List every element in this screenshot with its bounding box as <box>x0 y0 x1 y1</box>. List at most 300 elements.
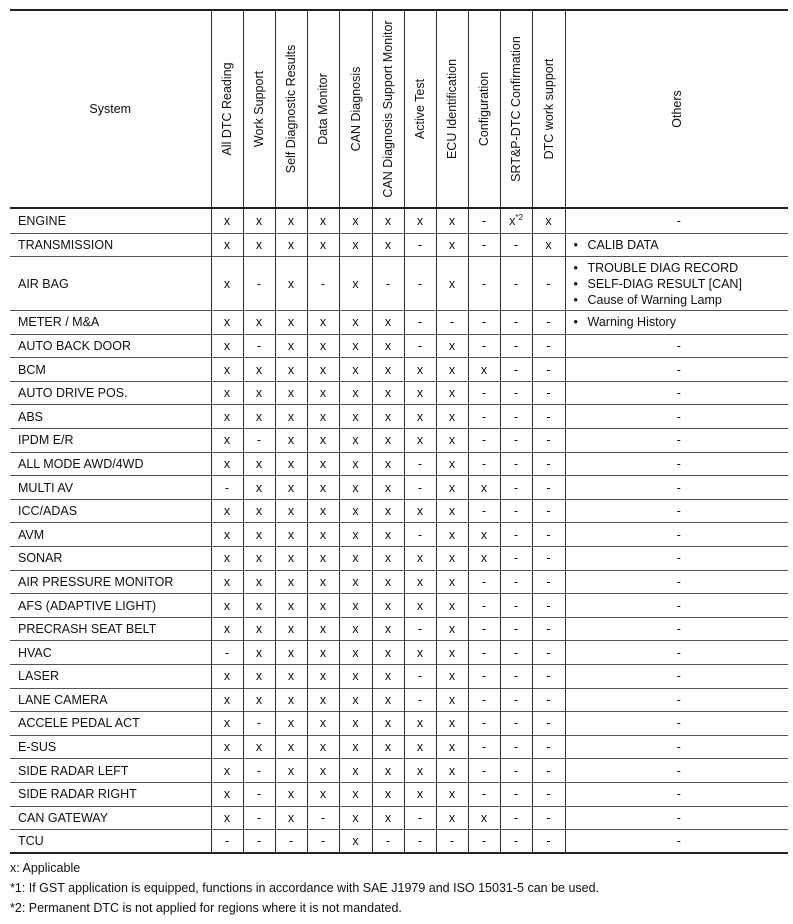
cell-value: x <box>255 551 263 566</box>
cell-value: - <box>513 433 519 448</box>
function-cell <box>211 712 243 736</box>
function-cell <box>532 257 565 311</box>
others-cell <box>565 523 788 547</box>
function-cell <box>275 830 307 854</box>
function-cell <box>211 617 243 641</box>
cell-value: - <box>481 834 487 849</box>
cell-value: x <box>255 237 263 252</box>
function-cell <box>307 523 339 547</box>
function-cell <box>404 476 436 500</box>
function-cell <box>500 311 532 335</box>
cell-value: - <box>449 315 455 330</box>
cell-value: x <box>448 456 456 471</box>
cell-value: x <box>416 551 424 566</box>
cell-value: x <box>448 598 456 613</box>
function-cell <box>211 381 243 405</box>
cell-value: x <box>352 763 359 778</box>
function-cell <box>372 429 404 453</box>
cell-value: x <box>255 645 263 660</box>
table-row <box>10 358 788 382</box>
cell-value: - <box>546 338 551 353</box>
function-cell <box>307 594 339 618</box>
function-cell <box>307 570 339 594</box>
cell-value: x <box>352 810 359 825</box>
cell-value: x <box>255 456 263 471</box>
cell-value: x <box>352 504 359 519</box>
function-cell <box>404 594 436 618</box>
function-cell <box>404 688 436 712</box>
cell-value: x <box>223 386 231 401</box>
table-row <box>10 735 788 759</box>
function-cell <box>500 806 532 830</box>
cell-value: - <box>481 574 487 589</box>
cell-value: x <box>319 645 327 660</box>
cell-value: - <box>417 810 423 825</box>
function-cell <box>243 208 275 233</box>
cell-value: x <box>287 740 295 755</box>
function-cell <box>275 452 307 476</box>
system-name: SIDE RADAR RIGHT <box>10 782 211 806</box>
cell-value: x <box>384 787 392 802</box>
function-cell <box>243 358 275 382</box>
function-cell <box>339 499 372 523</box>
cell-value: x <box>255 598 263 613</box>
function-cell <box>275 334 307 358</box>
function-cell <box>275 759 307 783</box>
table-row <box>10 594 788 618</box>
system-name: AUTO DRIVE POS. <box>10 381 211 405</box>
function-cell <box>436 358 468 382</box>
function-cell <box>307 405 339 429</box>
cell-value: x <box>448 716 456 731</box>
function-cell <box>500 665 532 689</box>
cell-value: x <box>287 692 295 707</box>
cell-value: x <box>319 456 327 471</box>
cell-value: x <box>448 386 456 401</box>
cell-value: x <box>319 409 327 424</box>
cell-value: x <box>223 504 231 519</box>
column-header-label: Work Support <box>251 70 266 148</box>
function-cell <box>211 334 243 358</box>
function-cell <box>339 782 372 806</box>
diagnosis-function-table <box>10 9 788 854</box>
function-cell <box>404 665 436 689</box>
cell-value: x <box>448 480 456 495</box>
cell-value: x <box>416 409 424 424</box>
function-cell <box>436 617 468 641</box>
function-cell <box>468 452 500 476</box>
function-cell <box>436 641 468 665</box>
function-cell <box>243 594 275 618</box>
cell-value: - <box>546 692 551 707</box>
cell-value: x <box>448 362 456 377</box>
others-cell <box>565 476 788 500</box>
function-cell <box>468 806 500 830</box>
cell-value: x <box>545 237 552 252</box>
function-cell <box>243 405 275 429</box>
cell-value: - <box>546 386 551 401</box>
cell-value: x <box>448 433 456 448</box>
cell-value: x <box>384 716 392 731</box>
cell-value: x <box>223 622 231 637</box>
function-cell <box>532 233 565 257</box>
others-cell <box>565 617 788 641</box>
others-value: - <box>676 213 681 228</box>
function-cell <box>500 476 532 500</box>
function-cell <box>532 499 565 523</box>
function-cell <box>468 665 500 689</box>
function-cell <box>468 735 500 759</box>
cell-value: x <box>287 551 295 566</box>
cell-value: x <box>352 213 359 228</box>
function-cell <box>339 381 372 405</box>
cell-value: x <box>319 692 327 707</box>
function-cell <box>243 311 275 335</box>
cell-value: x <box>416 433 424 448</box>
system-name: ABS <box>10 405 211 429</box>
function-cell <box>468 547 500 571</box>
function-cell <box>243 641 275 665</box>
cell-value: x <box>287 622 295 637</box>
cell-value: - <box>417 669 423 684</box>
cell-value: x <box>384 213 392 228</box>
function-cell <box>372 594 404 618</box>
function-cell <box>339 358 372 382</box>
cell-value: x <box>384 692 392 707</box>
column-header-label: SRT&P-DTC Confirmation <box>508 36 523 182</box>
function-cell <box>275 358 307 382</box>
cell-value: - <box>513 598 519 613</box>
function-cell <box>404 806 436 830</box>
function-cell <box>211 665 243 689</box>
cell-value: - <box>513 409 519 424</box>
column-header <box>404 10 436 208</box>
function-cell <box>404 452 436 476</box>
function-cell <box>372 452 404 476</box>
function-cell <box>372 735 404 759</box>
header-row <box>10 10 788 208</box>
cell-value: - <box>417 692 423 707</box>
cell-value: x <box>416 763 424 778</box>
function-cell <box>243 759 275 783</box>
function-cell <box>243 429 275 453</box>
function-cell <box>275 665 307 689</box>
table-row <box>10 499 788 523</box>
system-name: MULTI AV <box>10 476 211 500</box>
cell-value: x <box>255 740 263 755</box>
others-cell <box>565 257 788 311</box>
cell-value: - <box>481 787 487 802</box>
cell-value: - <box>513 645 519 660</box>
cell-value: - <box>546 598 551 613</box>
cell-value: - <box>513 763 519 778</box>
function-cell <box>372 665 404 689</box>
function-cell <box>436 712 468 736</box>
system-name: AVM <box>10 523 211 547</box>
function-cell <box>436 688 468 712</box>
others-header-label: Others <box>669 90 684 128</box>
function-cell <box>307 806 339 830</box>
table-row <box>10 712 788 736</box>
table-row <box>10 617 788 641</box>
cell-value: - <box>385 276 391 291</box>
function-cell <box>404 523 436 547</box>
function-cell <box>532 311 565 335</box>
function-cell <box>243 782 275 806</box>
function-cell <box>275 782 307 806</box>
cell-value: x <box>416 645 424 660</box>
column-header-label: Configuration <box>476 71 491 147</box>
function-cell <box>468 358 500 382</box>
function-cell <box>211 570 243 594</box>
cell-value: x <box>384 551 392 566</box>
function-cell <box>211 547 243 571</box>
cell-value: - <box>513 504 519 519</box>
cell-value: x <box>255 527 263 542</box>
cell-value: - <box>417 237 423 252</box>
cell-value: x <box>223 338 231 353</box>
function-cell <box>243 547 275 571</box>
function-cell <box>468 476 500 500</box>
table-row <box>10 311 788 335</box>
cell-value: x <box>223 574 231 589</box>
cell-value: - <box>288 834 294 849</box>
cell-value: - <box>513 527 519 542</box>
cell-value: x <box>352 787 359 802</box>
cell-value: x <box>352 386 359 401</box>
function-cell <box>372 641 404 665</box>
cell-value: - <box>513 315 519 330</box>
function-cell <box>532 830 565 854</box>
cell-value: x <box>352 527 359 542</box>
function-cell <box>404 381 436 405</box>
function-cell <box>372 381 404 405</box>
cell-value: x <box>448 740 456 755</box>
function-cell <box>307 688 339 712</box>
function-cell <box>404 712 436 736</box>
cell-value: - <box>513 551 519 566</box>
function-cell <box>339 405 372 429</box>
column-header <box>307 10 339 208</box>
cell-value: x <box>287 433 295 448</box>
cell-value: - <box>481 622 487 637</box>
cell-value: x <box>319 763 327 778</box>
function-cell <box>436 499 468 523</box>
others-value: - <box>676 740 681 755</box>
function-cell <box>468 570 500 594</box>
function-cell <box>532 334 565 358</box>
cell-value: x <box>287 409 295 424</box>
function-cell <box>211 594 243 618</box>
function-cell <box>275 712 307 736</box>
function-cell <box>275 233 307 257</box>
function-cell <box>500 208 532 233</box>
cell-value: - <box>546 315 551 330</box>
function-cell <box>468 594 500 618</box>
column-header-label: All DTC Reading <box>219 62 234 156</box>
cell-value: x <box>480 527 488 542</box>
function-cell <box>532 641 565 665</box>
cell-value: - <box>546 409 551 424</box>
others-list <box>574 260 785 308</box>
function-cell <box>307 208 339 233</box>
others-item: • Warning History <box>574 314 785 330</box>
others-item: • Cause of Warning Lamp <box>574 292 785 308</box>
cell-value: - <box>481 598 487 613</box>
function-cell <box>372 523 404 547</box>
cell-value: x <box>255 574 263 589</box>
function-cell <box>404 358 436 382</box>
cell-value: - <box>417 338 423 353</box>
cell-value: x <box>287 574 295 589</box>
cell-value: x <box>448 504 456 519</box>
function-cell <box>404 617 436 641</box>
table-row <box>10 452 788 476</box>
system-name: AFS (ADAPTIVE LIGHT) <box>10 594 211 618</box>
function-cell <box>468 381 500 405</box>
others-value: - <box>676 716 681 731</box>
function-cell <box>500 257 532 311</box>
cell-value: x <box>319 622 327 637</box>
function-cell <box>468 641 500 665</box>
function-cell <box>500 782 532 806</box>
cell-value: x <box>448 551 456 566</box>
others-value: - <box>676 574 681 589</box>
cell-value: - <box>417 480 423 495</box>
cell-value: x <box>319 362 327 377</box>
function-cell <box>532 570 565 594</box>
column-header-label: Active Test <box>412 78 427 140</box>
cell-value: x <box>319 740 327 755</box>
table-body <box>10 208 788 853</box>
cell-value: - <box>546 669 551 684</box>
cell-value: x <box>352 362 359 377</box>
function-cell <box>339 476 372 500</box>
system-name: ICC/ADAS <box>10 499 211 523</box>
function-cell <box>339 594 372 618</box>
function-cell <box>404 782 436 806</box>
function-cell <box>275 405 307 429</box>
function-cell <box>211 523 243 547</box>
cell-value: - <box>546 622 551 637</box>
function-cell <box>243 688 275 712</box>
function-cell <box>532 358 565 382</box>
cell-value: - <box>224 480 230 495</box>
function-cell <box>372 499 404 523</box>
function-cell <box>532 712 565 736</box>
cell-value: x <box>384 527 392 542</box>
note-2: *2: Permanent DTC is not applied for regions where it is not mandated. <box>10 901 402 915</box>
cell-value: x <box>416 740 424 755</box>
function-cell <box>275 806 307 830</box>
cell-value: x <box>384 338 392 353</box>
function-cell <box>468 257 500 311</box>
function-cell <box>404 641 436 665</box>
others-cell <box>565 381 788 405</box>
others-cell <box>565 759 788 783</box>
cell-value: - <box>513 834 519 849</box>
cell-value: x <box>223 598 231 613</box>
cell-value: x <box>223 433 231 448</box>
function-cell <box>372 759 404 783</box>
cell-value: - <box>481 456 487 471</box>
cell-value: x <box>319 237 327 252</box>
column-header <box>211 10 243 208</box>
function-cell <box>211 641 243 665</box>
cell-value: - <box>513 456 519 471</box>
function-cell <box>243 334 275 358</box>
table-row <box>10 208 788 233</box>
system-name: SIDE RADAR LEFT <box>10 759 211 783</box>
function-cell <box>275 523 307 547</box>
column-header <box>468 10 500 208</box>
cell-value: x <box>384 645 392 660</box>
cell-value: - <box>320 834 326 849</box>
table-notes <box>10 858 599 918</box>
function-cell <box>468 523 500 547</box>
cell-value: x <box>384 810 392 825</box>
cell-value: x <box>448 213 456 228</box>
cell-value: x <box>319 504 327 519</box>
cell-value: x <box>319 527 327 542</box>
cell-value: x <box>319 598 327 613</box>
function-cell <box>339 311 372 335</box>
function-cell <box>275 547 307 571</box>
function-cell <box>500 381 532 405</box>
function-cell <box>211 688 243 712</box>
function-cell <box>468 334 500 358</box>
function-cell <box>500 405 532 429</box>
cell-value: x <box>384 740 392 755</box>
cell-value: x <box>384 315 392 330</box>
cell-value: x <box>352 740 359 755</box>
cell-value: - <box>256 433 262 448</box>
cell-value: - <box>481 237 487 252</box>
cell-value: - <box>481 276 487 291</box>
cell-value: x <box>448 409 456 424</box>
function-cell <box>275 641 307 665</box>
function-cell <box>307 830 339 854</box>
function-cell <box>436 830 468 854</box>
cell-value: - <box>513 338 519 353</box>
cell-value: x <box>480 551 488 566</box>
function-cell <box>436 257 468 311</box>
function-cell <box>500 617 532 641</box>
cell-value: - <box>546 527 551 542</box>
cell-value: x <box>448 763 456 778</box>
column-header-label: DTC work support <box>541 58 556 160</box>
cell-value: x <box>223 315 231 330</box>
cell-value: x <box>319 574 327 589</box>
table-row <box>10 782 788 806</box>
cell-value: x <box>448 527 456 542</box>
system-name: BCM <box>10 358 211 382</box>
cell-value: x <box>384 362 392 377</box>
cell-value: x <box>509 214 516 229</box>
others-cell <box>565 499 788 523</box>
function-cell <box>436 523 468 547</box>
column-header <box>372 10 404 208</box>
function-cell <box>468 830 500 854</box>
cell-value: - <box>256 716 262 731</box>
function-cell <box>404 830 436 854</box>
function-cell <box>436 429 468 453</box>
cell-value: - <box>224 645 230 660</box>
others-value: - <box>676 645 681 660</box>
others-cell <box>565 429 788 453</box>
function-cell <box>500 759 532 783</box>
others-value: - <box>676 622 681 637</box>
